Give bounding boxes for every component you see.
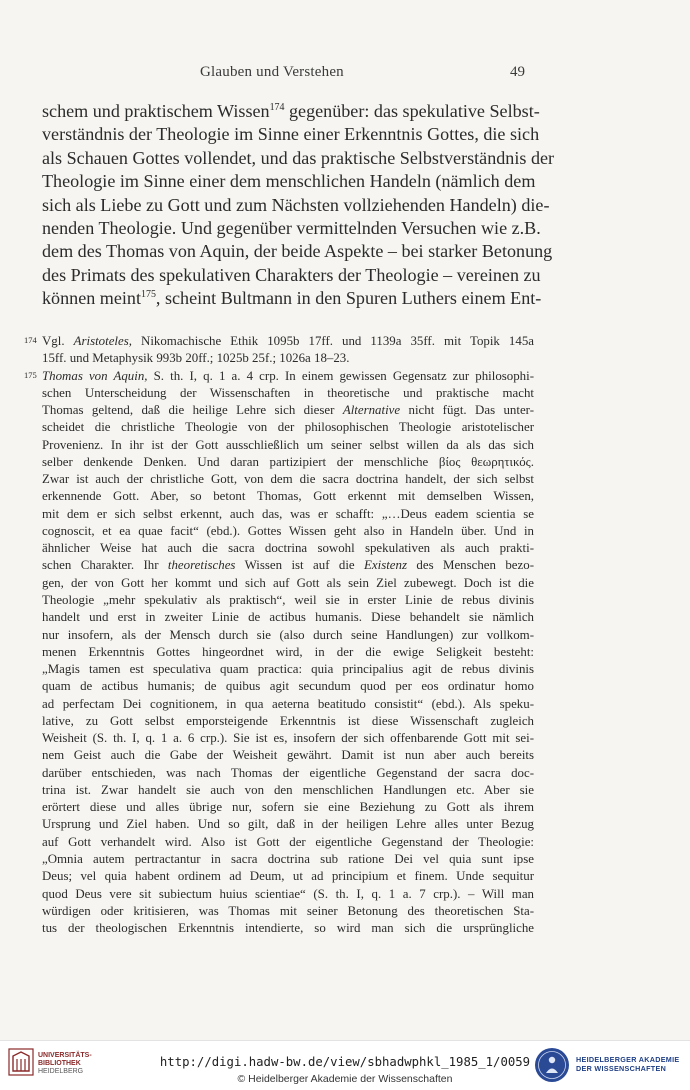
footnote-ref-174: 174 [269, 102, 285, 114]
footnote-line: quam de actibus humanis; de quibus agit secundum quod per eos ordinatur homo [42, 679, 534, 694]
main-text [42, 100, 555, 311]
text-line: dem des Thomas von Aquin, der beide Aspekte – bei starker Betonung [42, 241, 553, 262]
footnote-line: lative, zu Gott selbst emporsteigende Erkenntnis ist diese Wissenschaft zugleich [42, 713, 534, 728]
footnote-line: Vgl. Aristoteles, Nikomachische Ethik 1095b 17ff. und 1139a 35ff. mit Topik 145a [42, 334, 534, 348]
text-line: nenden Theologie. Und gegenüber vermittelnden Versuchen wie z.B. [42, 217, 541, 238]
footnote-number: 174 [24, 335, 37, 345]
digitization-footer [0, 1040, 690, 1090]
footnote-line: Thomas von Aquin, S. th. I, q. 1 a. 4 crp. In einem gewissen Gegensatz zur philosophi- [42, 368, 534, 383]
footnote-line: handelt und erst in zweiter Linie de actibus humanis. Diese behandelt sie nämlich [42, 610, 534, 625]
footnote-line: Zwar ist auch der christliche Gott, von dem die sacra doctrina handelt, der sich selbst [42, 472, 534, 487]
footnote-line: erkennende Gott. Aber, so betont Thomas, Gott erkennt mit demselben Wissen, [42, 489, 534, 504]
footnote-line: quod Deus vere sit subiectum huius scientiae“ (S. th. I, q. 1 a. 7 crp.). – Will man [42, 886, 534, 901]
footnote-line: Ursprung und Ziel haben. Und so gilt, daß in der heiligen Lehre alles unter Bezug [42, 817, 534, 832]
footnote-line: schen Charakter. Ihr theoretisches Wissen ist auf die Existenz des Menschen bezo- [42, 558, 534, 573]
running-title: Glauben und Verstehen [200, 64, 344, 80]
footnote-line: ähnlicher Weise hat auch die sacra doctrina sowohl spekulativen als auch prakti- [42, 541, 534, 556]
text-line: verständnis der Theologie im Sinne einer Erkenntnis Gottes, die sich [42, 124, 540, 145]
copyright-notice: © Heidelberger Akademie der Wissenschaften [237, 1073, 453, 1085]
footnote-line: cognoscit, et ea quae facit“ (ebd.). Gottes Wissen geht also in Handeln über. Und in [42, 523, 534, 538]
footnote-line: ad perfectam Dei cognitionem, in qua aeterna beatitudo consistit“ (ebd.). Als speku- [42, 696, 534, 711]
footnote-line: „Omnia autem pertractantur in sacra doctrina sub ratione Dei vel quia sunt ipse [42, 851, 534, 866]
text-line: als Schauen Gottes vollendet, und das praktische Selbstverständnis der [42, 147, 555, 168]
footnote-174 [24, 333, 534, 368]
footnote-line: 15ff. und Metaphysik 993b 20ff.; 1025b 25f.; 1026a 18–23. [42, 351, 350, 366]
footnote-line: nem Geist auch die Gabe der Weisheit gewährt. Damit ist nun aber auch bereits [42, 748, 534, 763]
footnote-line: trina ist. Zwar handelt sie auch von den menschlichen Handlungen etc. Aber sie [42, 782, 534, 797]
footnote-line: Provenienz. In ihr ist der Gott ausschließlich um seiner selbst willen da als das sich [42, 437, 534, 452]
footnote-line: gen, der von Gott her kommt und sich auf Gott als sein Ziel zubewegt. Doch ist die [42, 575, 534, 590]
footnote-ref-175: 175 [141, 289, 156, 301]
university-library-name: UNIVERSITÄTS- BIBLIOTHEK HEIDELBERG [38, 1052, 92, 1075]
footnote-175 [24, 368, 534, 938]
footnote-line: Thomas geltend, daß die heilige Lehre sich dieser Alternative nicht fügt. Das unter- [42, 403, 534, 418]
footnote-number: 175 [24, 369, 37, 380]
footnote-line: scheidet die christliche Theologie von der philosophischen Theologie aristotelischer [42, 420, 534, 435]
footnotes [24, 333, 534, 937]
page-number: 49 [510, 64, 525, 80]
footnote-line: auf Gott verhandelt wird. Also ist Gott der eigentliche Gegenstand der Theologie: [42, 834, 534, 849]
text-line: können meint$^{175}$, scheint Bultmann in den Spuren Luthers einem Ent- [42, 288, 542, 309]
footnote-line: schen Unterscheidung der Wissenschaften in theoretische und praktische macht [42, 385, 534, 400]
footnote-line: nur insofern, als der Mensch durch sie (also durch seine Handlungen) zur vollkom- [42, 627, 534, 642]
footnote-line: würdigen oder kritisieren, was Thomas mit seiner Betonung des theoretischen Sta- [42, 903, 534, 918]
academy-seal-icon [533, 1046, 571, 1084]
footnote-line: erörtert diese und alles übrige nur, sofern sie eine Beziehung zu Gott als ihrem [42, 800, 534, 815]
footnote-line: Weisheit (S. th. I, q. 1 a. 6 crp.). Sie ist es, insofern der sich offenbarende Gott mit sei- [42, 731, 534, 746]
source-url-link[interactable]: http://digi.hadw-bw.de/view/sbhadwphkl_1985_1/0059 [159, 1055, 531, 1069]
text-line: des Primats des spekulativen Charakters der Theologie – vereinen zu [42, 264, 541, 285]
text-line: schem und praktischem Wissen$^{174}$ gegenüber: das spekulative Selbst- [42, 101, 540, 121]
text-line: sich als Liebe zu Gott und zum Nächsten vollziehenden Handeln) die- [42, 194, 550, 215]
footnote-line: selber denkende Denken. Und daran partizipiert der menschliche βίος θεωρητικός. [42, 454, 534, 469]
footnote-line: tus der theologischen Erkenntnis intendierte, so wird man sich die ursprüngliche [42, 921, 534, 936]
footnote-line: darüber entschieden, was nach Thomas der eigentliche Gegenstand der sacra doc- [42, 765, 534, 780]
footnote-line: „Magis tamen est speculativa quam practica: quia principalius agit de rebus divinis [42, 662, 534, 677]
text-line: Theologie im Sinne einer dem menschlichen Handeln (nämlich dem [42, 171, 536, 192]
academy-name: HEIDELBERGER AKADEMIE DER WISSENSCHAFTEN [576, 1055, 680, 1073]
footnote-line: Deus; vel quia habent ordinem ad Deum, ut ad principium et finem. Unde sequitur [42, 869, 534, 884]
footnote-line: menen Erkenntnis Gottes hingeordnet wird, in der die ewige Seligkeit besteht: [42, 644, 534, 659]
footnote-line: Theologie „mehr spekulativ als praktisch“, weil sie in erster Linie de rebus divinis [42, 592, 534, 607]
footnote-line: mit dem er sich selbst erkennt, auch das, was er schafft: „…Deus eadem scientia se [42, 506, 534, 521]
